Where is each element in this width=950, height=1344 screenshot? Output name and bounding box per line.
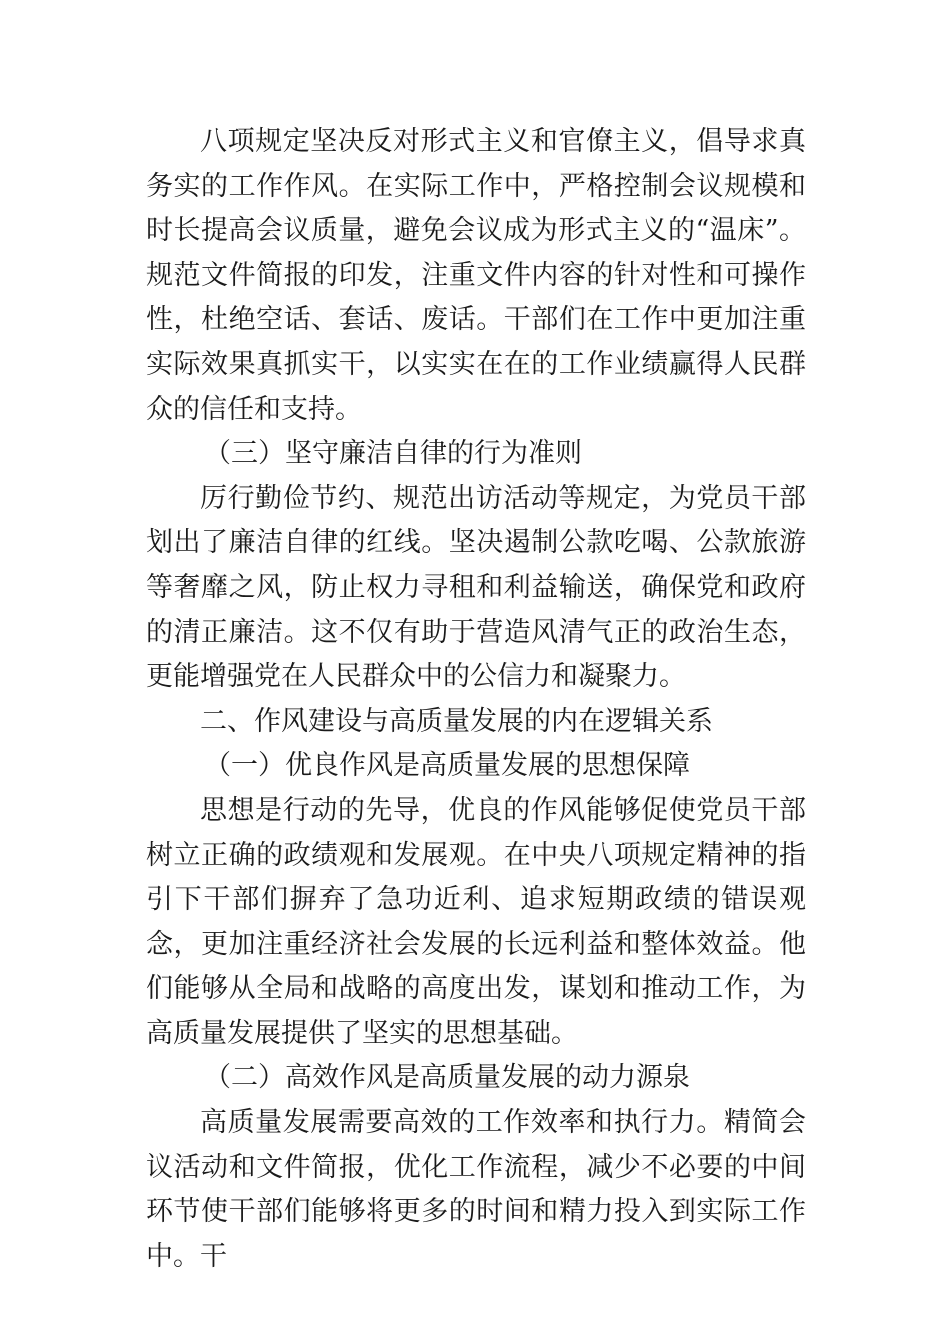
subheading-driving-force: （二）高效作风是高质量发展的动力源泉	[204, 1062, 690, 1094]
paragraph-thought-guarantee: 思想是行动的先导，优良的作风能够促使党员干部树立正确的政绩观和发展观。在中央八项规定精神的指引下干部们摒弃了急功近利、追求短期政绩的错误观念，更加注重经济社会发展的长远利益和整体效益。他们能够从全局和战略的高度出发，谋划和推动工作，为高质量发展提供了坚实的思想基础。	[146, 794, 806, 1049]
paragraph-work-style: 八项规定坚决反对形式主义和官僚主义，倡导求真务实的工作作风。在实际工作中，严格控制会议规模和时长提高会议质量，避免会议成为形式主义的“温床”。规范文件简报的印发，注重文件内容的针对性和可操作性，杜绝空话、套话、废话。干部们在工作中更加注重实际效果真抓实干，以实实在在的工作业绩赢得人民群众的信任和支持。	[146, 126, 806, 425]
subheading-integrity: （三）坚守廉洁自律的行为准则	[204, 438, 582, 470]
subheading-thought-guarantee: （一）优良作风是高质量发展的思想保障	[204, 750, 690, 782]
paragraph-driving-force: 高质量发展需要高效的工作效率和执行力。精简会议活动和文件简报，优化工作流程，减少不必要的中间环节使干部们能够将更多的时间和精力投入到实际工作中。干	[146, 1107, 806, 1272]
paragraph-integrity: 厉行勤俭节约、规范出访活动等规定，为党员干部划出了廉洁自律的红线。坚决遏制公款吃喝、公款旅游等奢靡之风，防止权力寻租和利益输送，确保党和政府的清正廉洁。这不仅有助于营造风清气正的政治生态，更能增强党在人民群众中的公信力和凝聚力。	[146, 482, 806, 693]
section-heading-two: 二、作风建设与高质量发展的内在逻辑关系	[200, 705, 713, 737]
document-page	[146, 120, 806, 1279]
